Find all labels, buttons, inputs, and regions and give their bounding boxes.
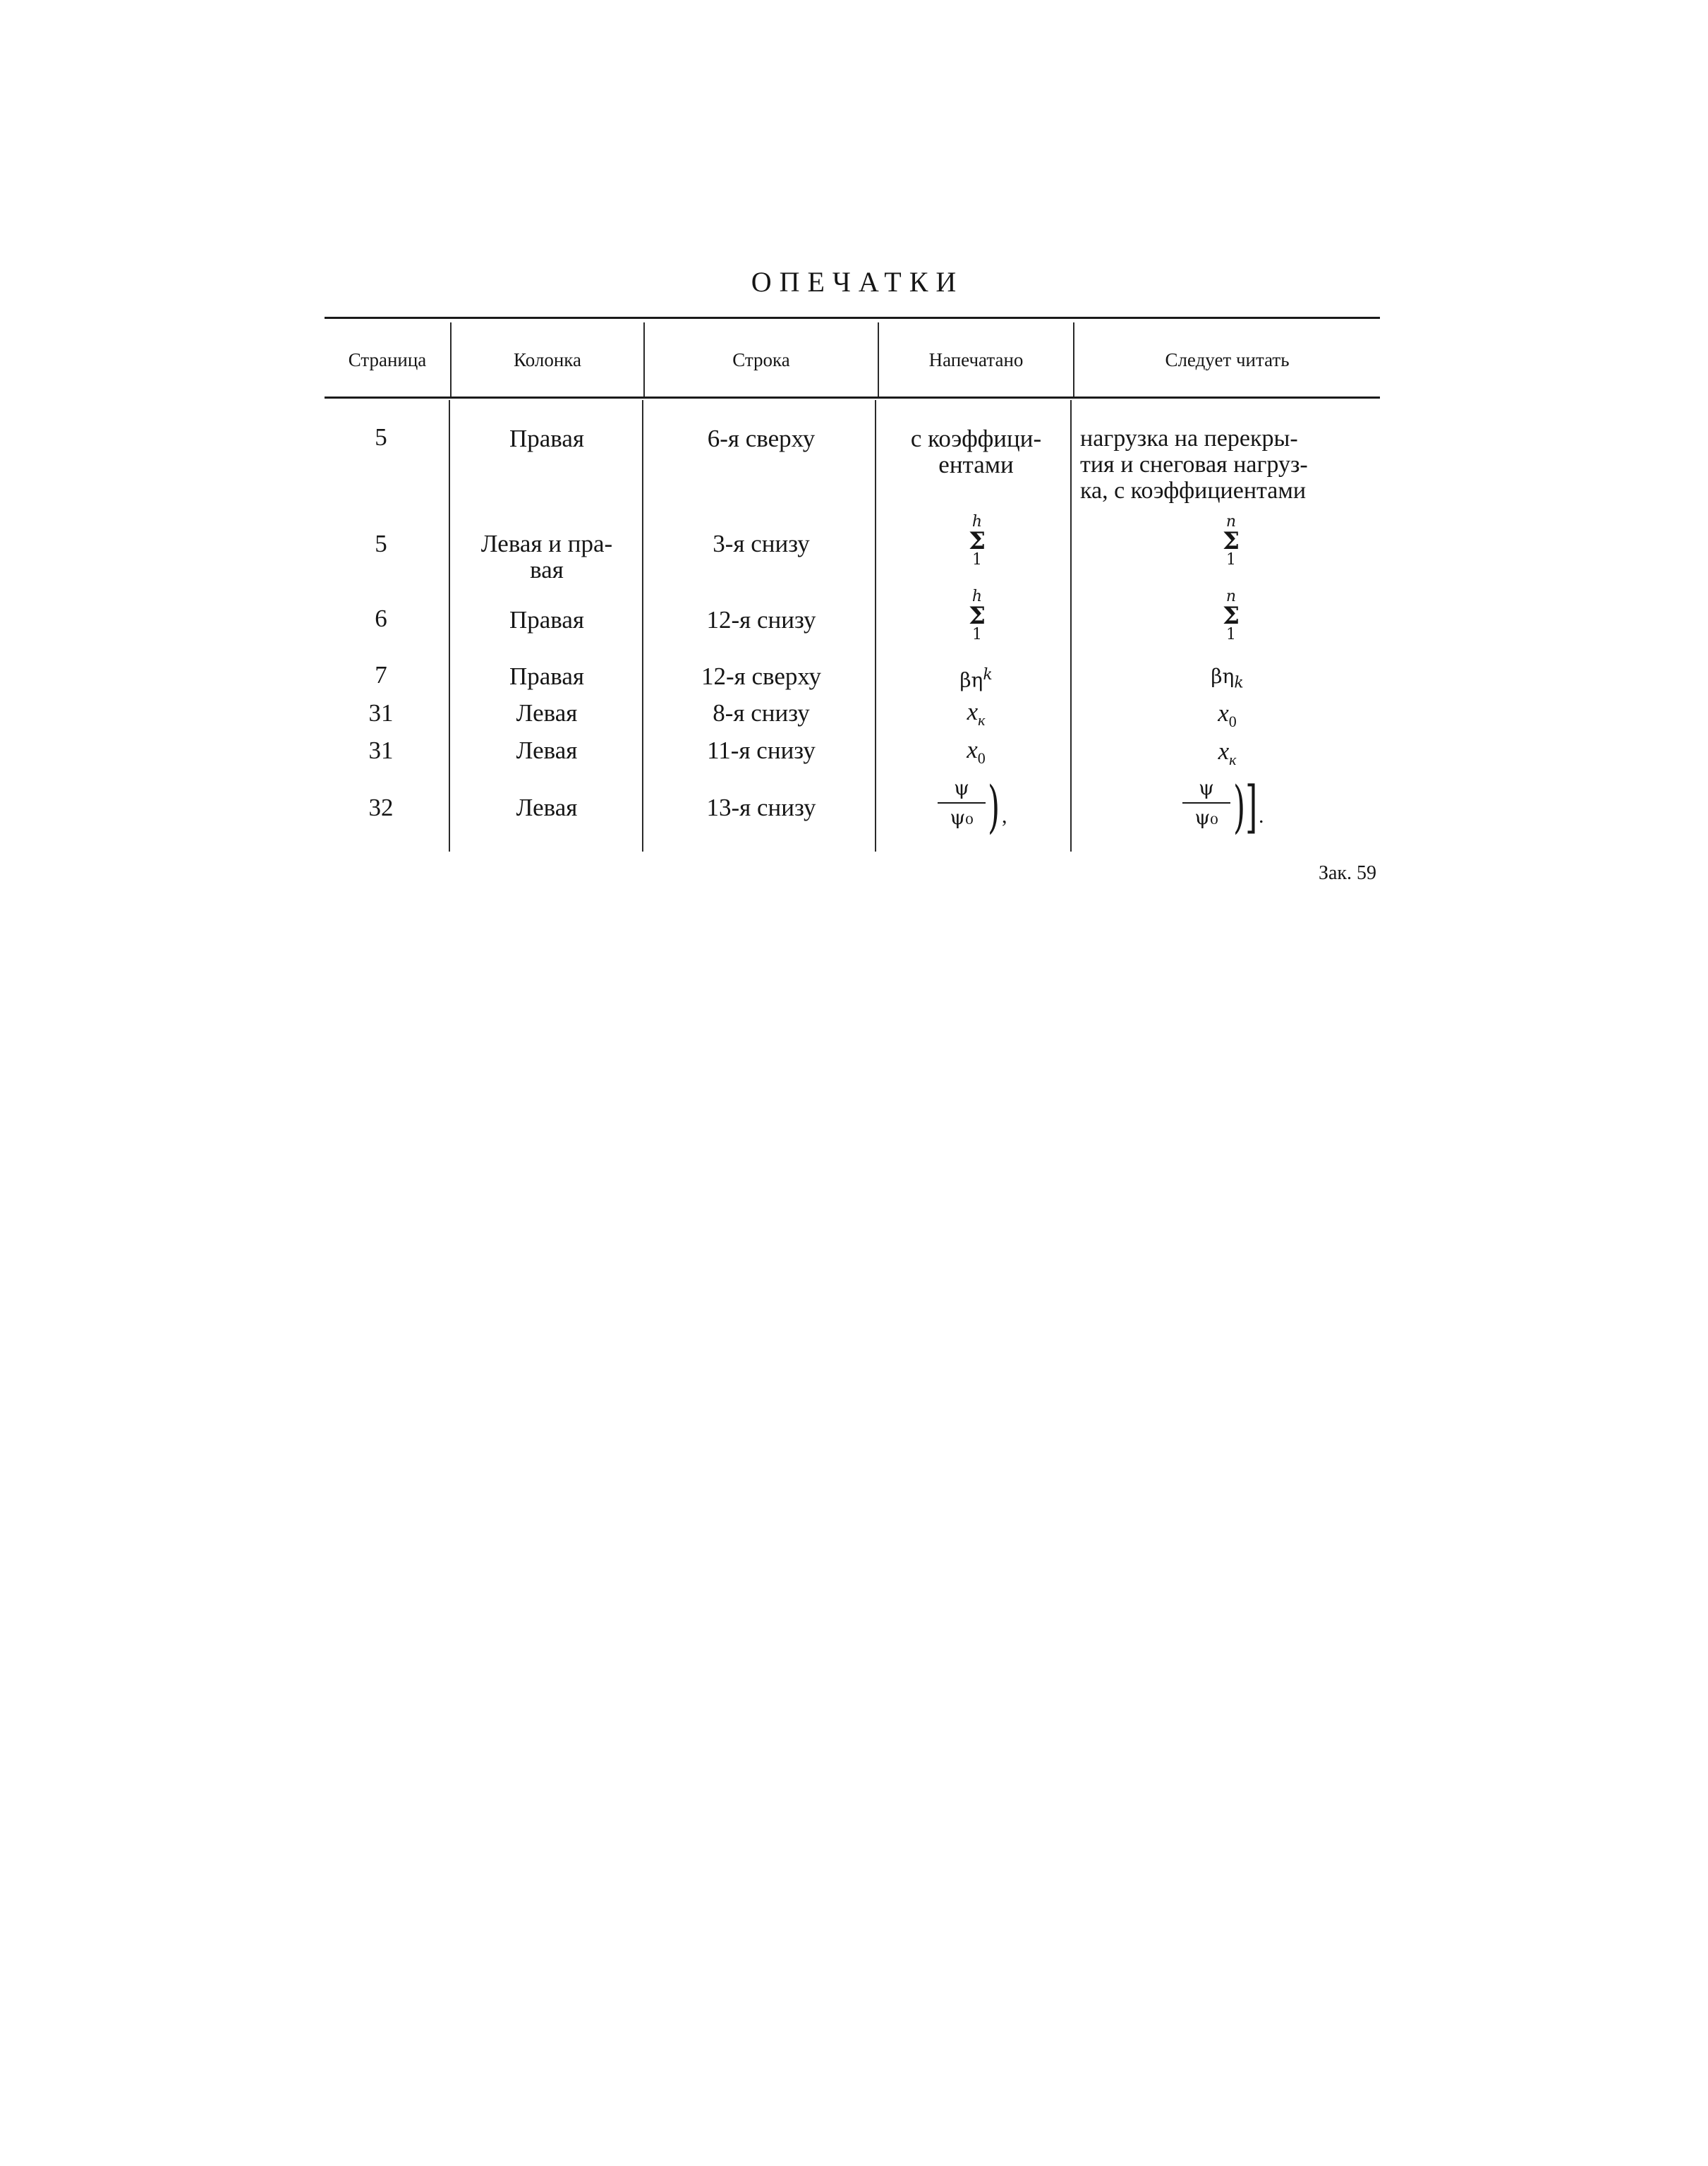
closing-bracket: ) <box>988 774 1000 840</box>
sum-lower-limit: 1 <box>1226 551 1236 569</box>
formula-base: x <box>1218 699 1229 727</box>
column-text-line: Левая и пра- <box>480 530 613 557</box>
table-row-line: 12-я снизу <box>706 606 816 634</box>
sum-upper-limit: h <box>971 513 983 531</box>
formula-subscript: 0 <box>977 749 986 767</box>
formula-subscript: к <box>1229 751 1237 768</box>
fraction-numerator: ψ <box>1199 776 1214 799</box>
table-row-should-read <box>1074 425 1391 504</box>
sum-formula <box>1210 588 1252 643</box>
table-row-page: 5 <box>375 530 387 557</box>
should-read-text-line: ка, с коэффициентами <box>1080 478 1307 504</box>
table-row-page: 31 <box>368 699 394 727</box>
trailing-punctuation: . <box>1259 804 1264 828</box>
column-separator <box>642 400 643 852</box>
header-printed: Напечатано <box>928 349 1024 370</box>
sum-upper-limit: n <box>1225 513 1237 531</box>
sigma-symbol: Σ <box>968 602 986 630</box>
table-top-rule <box>325 317 1380 319</box>
formula-superscript: k <box>983 666 993 684</box>
sum-upper-limit: h <box>971 588 983 605</box>
table-row-line: 11-я снизу <box>707 737 816 764</box>
formula-base: x <box>1218 737 1230 765</box>
header-should-read: Следует читать <box>1165 349 1290 370</box>
formula-base: x <box>967 736 978 763</box>
table-row-column: Левая <box>516 794 578 821</box>
sum-lower-limit: 1 <box>1226 626 1236 643</box>
column-separator <box>449 400 450 852</box>
header-page: Страница <box>348 349 427 370</box>
table-row-printed <box>879 698 1073 733</box>
should-read-text-line: нагрузка на перекры- <box>1080 425 1298 452</box>
fraction-bar <box>1182 802 1230 804</box>
trailing-punctuation: , <box>1002 804 1007 828</box>
table-row-column <box>452 531 642 583</box>
table-row-should-read <box>1074 700 1380 734</box>
sum-lower-limit: 1 <box>972 626 982 643</box>
sum-formula <box>956 588 998 643</box>
formula-base: x <box>967 698 979 725</box>
formula-subscript: к <box>978 711 986 729</box>
table-row-printed <box>879 737 1073 771</box>
table-row-line: 12-я сверху <box>701 662 822 690</box>
table-row-column: Левая <box>516 699 578 727</box>
formula-base: βη <box>959 668 983 692</box>
order-number: Зак. 59 <box>1318 862 1376 884</box>
formula-subscript: k <box>1234 674 1244 692</box>
sum-formula <box>1210 514 1252 569</box>
fraction-numerator: ψ <box>954 776 969 799</box>
table-row-line: 3-я снизу <box>713 530 810 557</box>
sum-upper-limit: n <box>1225 588 1237 605</box>
sigma-symbol: Σ <box>968 527 986 555</box>
table-row-line: 8-я снизу <box>713 699 810 727</box>
table-row-column: Правая <box>509 662 584 690</box>
table-row-line: 6-я сверху <box>707 425 816 452</box>
fraction-formula <box>1178 776 1235 830</box>
table-row-column: Левая <box>516 737 578 764</box>
sum-formula <box>956 514 998 569</box>
header-line: Строка <box>732 349 790 370</box>
fraction-formula <box>933 776 990 830</box>
table-row-should-read <box>1074 738 1380 773</box>
printed-text-line: ентами <box>938 451 1014 478</box>
fraction-denominator: ψ₀ <box>1194 806 1218 829</box>
fraction-denominator: ψ₀ <box>950 806 974 829</box>
sigma-symbol: Σ <box>1222 527 1240 555</box>
column-text-line: вая <box>530 556 564 583</box>
should-read-text-line: тия и снеговая нагруз- <box>1080 452 1308 478</box>
sum-lower-limit: 1 <box>972 551 982 569</box>
formula-base: βη <box>1211 665 1235 688</box>
table-row-page: 31 <box>368 737 394 764</box>
formula-subscript: 0 <box>1228 713 1237 730</box>
table-row-column: Правая <box>509 606 584 634</box>
closing-bracket: )] <box>1233 774 1258 840</box>
table-row-printed <box>879 425 1073 478</box>
printed-text-line: с коэффици- <box>910 425 1042 452</box>
table-row-page: 7 <box>375 661 387 689</box>
page-title: ОПЕЧАТКИ <box>751 266 964 298</box>
header-column: Колонка <box>514 349 581 370</box>
sigma-symbol: Σ <box>1222 602 1240 630</box>
fraction-bar <box>938 802 986 804</box>
table-row-printed <box>879 662 1073 693</box>
table-header-rule <box>325 397 1380 399</box>
table-row-page: 5 <box>375 423 387 451</box>
table-row-column: Правая <box>509 425 584 452</box>
table-row-should-read <box>1074 663 1380 696</box>
table-row-page: 32 <box>368 794 394 821</box>
table-row-page: 6 <box>375 605 387 632</box>
table-row-line: 13-я снизу <box>706 794 816 821</box>
